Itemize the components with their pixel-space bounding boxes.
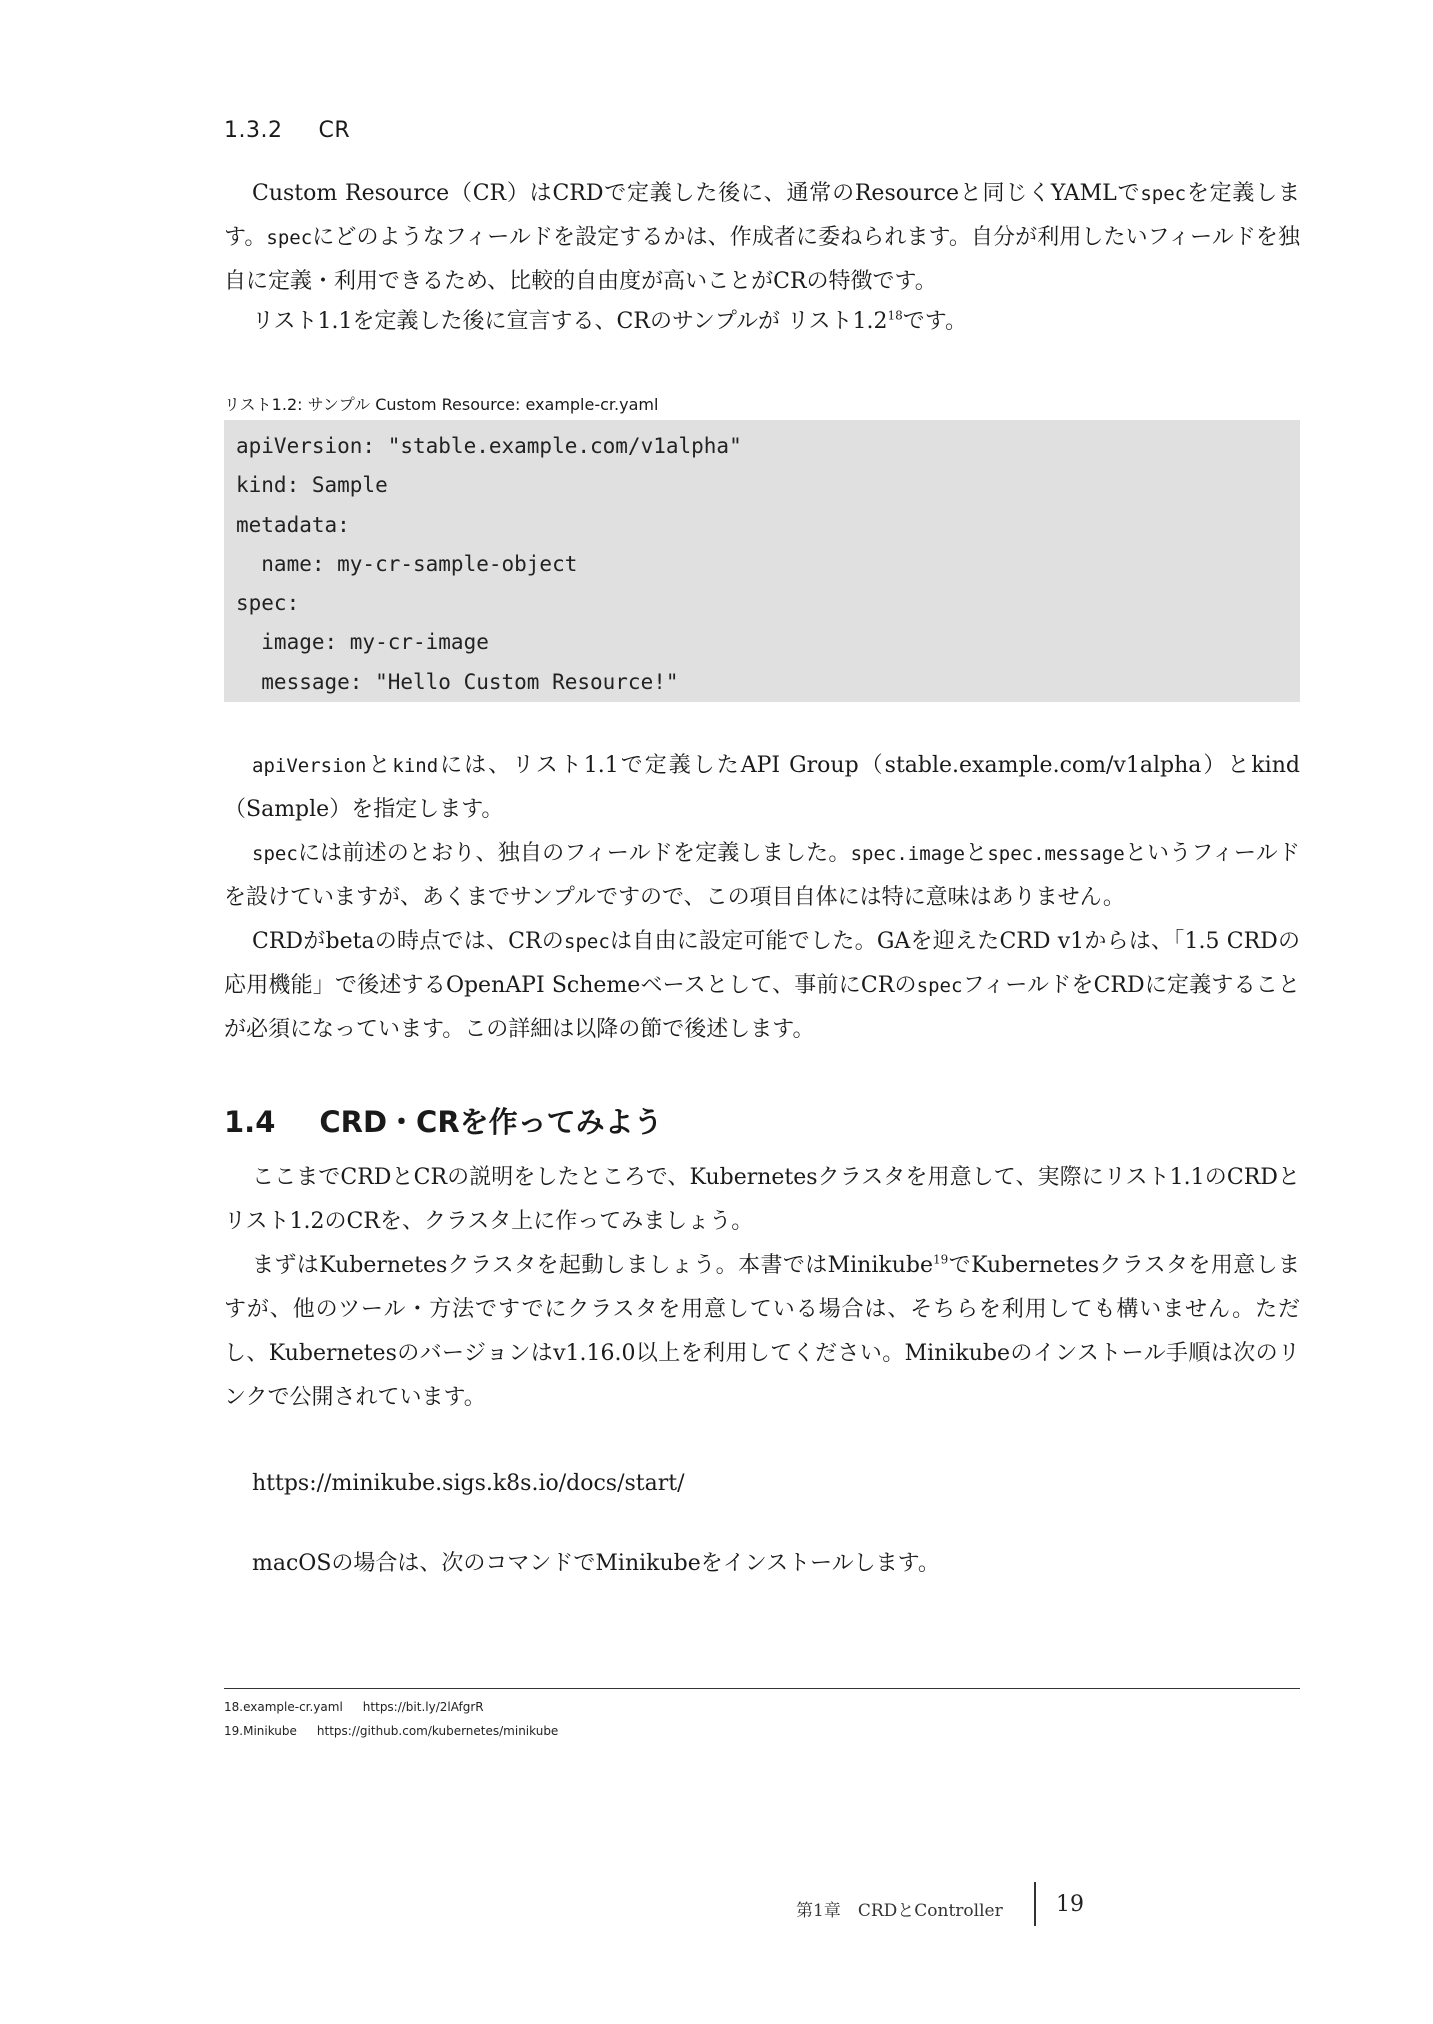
text-run: リスト1.1を定義した後に宣言する、CRのサンプルが リスト1.2 bbox=[252, 309, 888, 334]
text-run: フィールドをCRDに定義することが必須になっています。この詳細は以降の節で後述します。 bbox=[224, 973, 1300, 1042]
inline-code: spec bbox=[1140, 183, 1187, 205]
inline-code: apiVersion bbox=[252, 755, 367, 777]
text-run: にどのようなフィールドを設定するかは、作成者に委ねられます。自分が利用したいフィールドを独自に定義・利用できるため、比較的自由度が高いことがCRの特徴です。 bbox=[224, 225, 1300, 294]
inline-code: spec bbox=[266, 227, 313, 249]
page-number: 19 bbox=[1056, 1892, 1084, 1917]
minikube-docs-link[interactable]: https://minikube.sigs.k8s.io/docs/start/ bbox=[252, 1471, 685, 1496]
inline-code: spec.message bbox=[987, 843, 1125, 865]
code-listing bbox=[224, 420, 1300, 702]
inline-code: spec bbox=[564, 931, 610, 953]
footnote-19 bbox=[224, 1724, 558, 1738]
paragraph-spec-fields bbox=[224, 832, 1300, 920]
paragraph-apiversion-kind bbox=[224, 744, 1300, 832]
footnote-label: 19.Minikube bbox=[224, 1724, 297, 1738]
footnote-url[interactable]: https://bit.ly/2lAfgrR bbox=[362, 1700, 484, 1714]
code-line: spec: bbox=[236, 591, 300, 616]
text-run: というフィールドを設けていますが、あくまでサンプルですので、この項目自体には特に意味はありません。 bbox=[224, 841, 1300, 910]
code-line: name: my-cr-sample-object bbox=[236, 551, 578, 576]
section-number: 1.4 bbox=[224, 1105, 276, 1139]
paragraph-sample-ref bbox=[224, 300, 1300, 344]
footnote-18 bbox=[224, 1700, 484, 1714]
inline-code: spec.image bbox=[850, 843, 965, 865]
section-heading bbox=[224, 1100, 663, 1141]
paragraph-cr-intro bbox=[224, 172, 1300, 304]
section-title: CRD・CRを作ってみよう bbox=[319, 1105, 663, 1139]
code-line: message: "Hello Custom Resource!" bbox=[236, 669, 679, 694]
text-run: です。 bbox=[902, 309, 968, 334]
inline-code: kind bbox=[392, 755, 439, 777]
subsection-heading bbox=[224, 118, 350, 143]
code-line: image: my-cr-image bbox=[236, 630, 489, 655]
code-line: metadata: bbox=[236, 512, 350, 537]
text-run: CRDがbetaの時点では、CRの bbox=[252, 929, 565, 954]
code-line: apiVersion: "stable.example.com/v1alpha" bbox=[236, 434, 742, 458]
text-run: と bbox=[964, 841, 988, 866]
text-run: と bbox=[366, 753, 393, 778]
footnote-ref-19[interactable]: 19 bbox=[933, 1252, 949, 1267]
inline-code: spec bbox=[916, 975, 963, 997]
listing-caption: リスト1.2: サンプル Custom Resource: example-cr.yaml bbox=[224, 395, 659, 414]
running-head: 第1章 CRDとController bbox=[796, 1901, 1003, 1921]
paragraph-intro-cluster: ここまでCRDとCRの説明をしたところで、Kubernetesクラスタを用意して、実際にリスト1.1のCRDとリスト1.2のCRを、クラスタ上に作ってみましょう。 bbox=[224, 1165, 1300, 1234]
footnote-label: 18.example-cr.yaml bbox=[224, 1700, 343, 1714]
footnote-ref-18[interactable]: 18 bbox=[887, 308, 903, 323]
footnote-divider bbox=[224, 1688, 1300, 1689]
text-run: まずはKubernetesクラスタを起動しましょう。本書ではMinikube bbox=[252, 1253, 933, 1278]
text-run: Custom Resource（CR）はCRDで定義した後に、通常のResourceと同じくYAMLで bbox=[252, 181, 1141, 206]
text-run: には、リスト1.1で定義したAPI Group（stable.example.com/v1alpha）とkind（Sample）を指定します。 bbox=[224, 753, 1300, 822]
footer-divider bbox=[1034, 1882, 1036, 1926]
text-run: を定義します。 bbox=[224, 181, 1300, 250]
paragraph-macos-install: macOSの場合は、次のコマンドでMinikubeをインストールします。 bbox=[252, 1551, 940, 1576]
subsection-number: 1.3.2 bbox=[224, 118, 283, 143]
paragraph-crd-beta bbox=[224, 920, 1300, 1052]
paragraph-minikube bbox=[224, 1244, 1300, 1420]
footnote-url[interactable]: https://github.com/kubernetes/minikube bbox=[316, 1724, 559, 1738]
text-run: は自由に設定可能でした。GAを迎えたCRD v1からは、「1.5 CRDの応用機能」で後述するOpenAPI Schemeベースとして、事前にCRの bbox=[224, 929, 1300, 998]
text-run: には前述のとおり、独自のフィールドを定義しました。 bbox=[297, 841, 851, 866]
subsection-title: CR bbox=[318, 118, 351, 143]
text-run: でKubernetesクラスタを用意しますが、他のツール・方法ですでにクラスタを用意している場合は、そちらを利用しても構いません。ただし、Kubernetesのバージョンはv1.16.0以上を利用してください。Minikubeのインストール手順は次のリンクで公開されています。 bbox=[224, 1253, 1300, 1410]
inline-code: spec bbox=[252, 843, 298, 865]
code-line: kind: Sample bbox=[236, 473, 388, 498]
